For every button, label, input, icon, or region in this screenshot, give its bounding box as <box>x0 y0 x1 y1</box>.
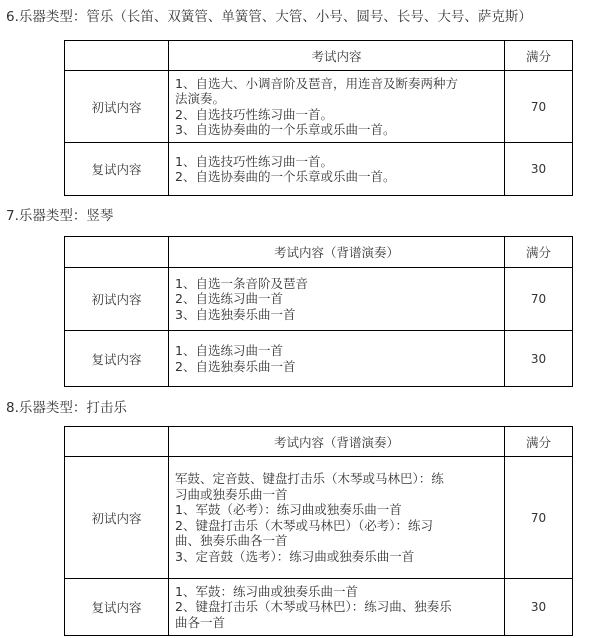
table-row <box>65 143 573 196</box>
content-line: 2、自选独奏乐曲一首 <box>175 358 296 374</box>
row-score: 30 <box>505 579 573 636</box>
row-label: 复试内容 <box>65 143 169 196</box>
row-score: 70 <box>505 268 573 331</box>
row-content <box>169 457 505 579</box>
table-row <box>65 71 573 143</box>
score-column-header: 满分 <box>505 427 573 457</box>
content-line: 2、键盘打击乐（木琴或马林巴）：练习曲、独奏乐 <box>175 599 452 615</box>
content-line: 1、自选大、小调音阶及琶音，用连音及断奏两种方 <box>175 75 458 91</box>
content-column-header: 考试内容（背谱演奏） <box>169 427 505 457</box>
content-line: 1、军鼓：练习曲或独奏乐曲一首 <box>175 583 358 599</box>
row-content <box>169 268 505 331</box>
content-line: 1、军鼓（必考）：练习曲或独奏乐曲一首 <box>175 502 402 517</box>
content-line: 3、定音鼓（选考）：练习曲或独奏乐曲一首 <box>175 548 415 564</box>
section-6-table <box>64 40 573 196</box>
row-score: 30 <box>505 331 573 387</box>
content-line: 军鼓、定音鼓、键盘打击乐（木琴或马林巴）：练 <box>175 471 444 486</box>
content-line: 3、自选协奏曲的一个乐章或乐曲一首。 <box>175 122 396 137</box>
content-line: 曲、独奏乐曲各一首 <box>175 533 288 548</box>
table-row <box>65 331 573 387</box>
content-line: 2、自选练习曲一首 <box>175 291 283 307</box>
row-content <box>169 143 505 196</box>
section-6-heading: 6.乐器类型：管乐（长笛、双簧管、单簧管、大管、小号、圆号、长号、大号、萨克斯） <box>6 9 532 25</box>
content-line: 1、自选练习曲一首 <box>175 343 283 358</box>
content-line: 2、键盘打击乐（木琴或马林巴）（必考）：练习 <box>175 517 433 533</box>
score-column-header: 满分 <box>505 237 573 268</box>
blank-header-cell <box>65 427 169 457</box>
content-column-header: 考试内容（背谱演奏） <box>169 237 505 268</box>
row-label: 初试内容 <box>65 457 169 579</box>
row-score: 70 <box>505 457 573 579</box>
content-line: 习曲或独奏乐曲一首 <box>175 486 288 502</box>
row-label: 复试内容 <box>65 331 169 387</box>
section-8-heading: 8.乐器类型：打击乐 <box>6 400 127 416</box>
section-7-heading: 7.乐器类型：竖琴 <box>6 208 114 224</box>
table-row <box>65 268 573 331</box>
blank-header-cell <box>65 237 169 268</box>
content-line: 2、自选技巧性练习曲一首。 <box>175 106 333 122</box>
content-line: 1、自选一条音阶及琶音 <box>175 275 308 291</box>
blank-header-cell <box>65 41 169 71</box>
table-row <box>65 457 573 579</box>
score-column-header: 满分 <box>505 41 573 71</box>
content-line: 3、自选独奏乐曲一首 <box>175 306 296 322</box>
row-label: 复试内容 <box>65 579 169 636</box>
content-line: 曲各一首 <box>175 614 226 630</box>
section-7-table <box>64 236 573 387</box>
row-score: 70 <box>505 71 573 143</box>
content-line: 法演奏。 <box>175 91 226 106</box>
section-8-table <box>64 426 573 636</box>
row-score: 30 <box>505 143 573 196</box>
content-line: 2、自选协奏曲的一个乐章或乐曲一首。 <box>175 169 396 184</box>
row-label: 初试内容 <box>65 71 169 143</box>
table-row <box>65 579 573 636</box>
content-line: 1、自选技巧性练习曲一首。 <box>175 153 333 169</box>
content-column-header: 考试内容 <box>169 41 505 71</box>
row-label: 初试内容 <box>65 268 169 331</box>
row-content <box>169 331 505 387</box>
row-content <box>169 579 505 636</box>
row-content <box>169 71 505 143</box>
